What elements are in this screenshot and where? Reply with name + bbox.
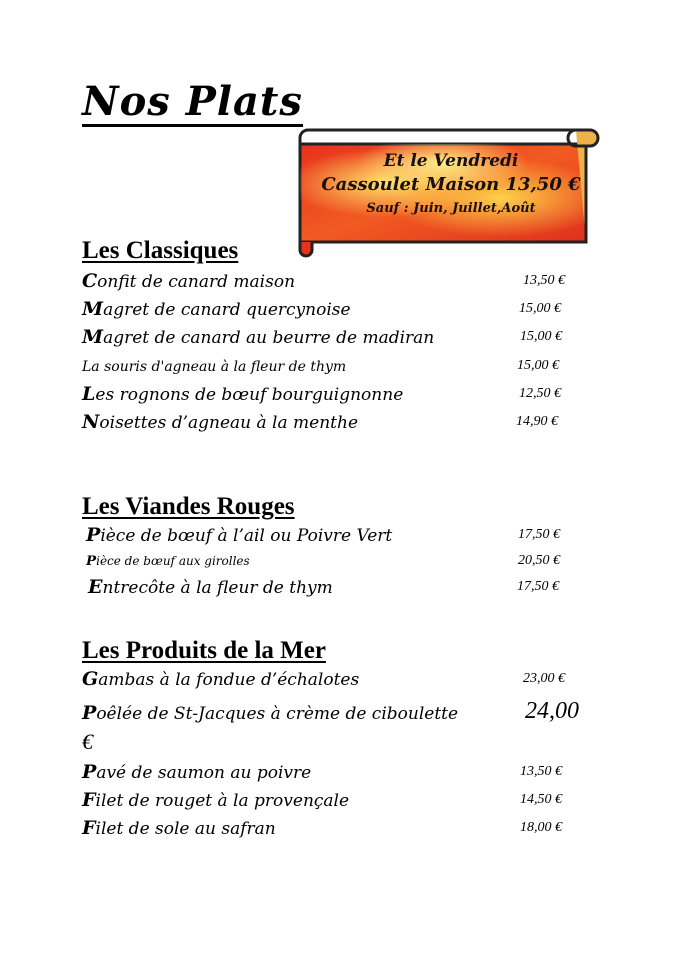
- item-price: 24,00: [525, 698, 579, 724]
- section-title-classiques: Les Classiques: [82, 237, 239, 264]
- banner-line-3: Sauf : Juin, Juillet,Août: [366, 201, 536, 216]
- item-name: Pavé de saumon au poivre: [82, 761, 312, 783]
- item-name: Magret de canard au beurre de madiran: [82, 326, 435, 348]
- item-price: 18,00 €: [520, 820, 562, 835]
- item-name: Entrecôte à la fleur de thym: [88, 576, 333, 598]
- banner-line-1: Et le Vendredi: [383, 151, 519, 171]
- item-price: 12,50 €: [519, 386, 561, 401]
- list-item: [82, 787, 602, 813]
- item-name: Confit de canard maison: [82, 270, 296, 292]
- list-item: [82, 574, 602, 600]
- list-item: [82, 381, 602, 407]
- item-price-wrap: €: [82, 729, 93, 754]
- list-item: [82, 268, 602, 294]
- item-name: Poêlée de St-Jacques à crème de ciboulette: [82, 702, 459, 724]
- item-name: Pièce de bœuf aux girolles: [86, 553, 250, 569]
- item-name: Gambas à la fondue d’échalotes: [82, 668, 360, 690]
- item-price: 13,50 €: [520, 764, 562, 779]
- banner-text: [312, 150, 590, 220]
- item-name: Les rognons de bœuf bourguignonne: [82, 383, 404, 405]
- list-item: [82, 700, 602, 726]
- list-item: [82, 522, 602, 548]
- page-title: Nos Plats: [82, 78, 303, 125]
- banner-line-2: Cassoulet Maison 13,50 €: [321, 174, 581, 195]
- item-price: 14,90 €: [516, 414, 558, 429]
- item-name: Noisettes d’agneau à la menthe: [82, 411, 359, 433]
- list-item: [82, 324, 602, 350]
- section-title-viandes: Les Viandes Rouges: [82, 493, 295, 520]
- item-price: 17,50 €: [518, 527, 560, 542]
- list-item: [82, 548, 602, 574]
- item-price: 23,00 €: [523, 671, 565, 686]
- list-item: [82, 666, 602, 692]
- item-price: 15,00 €: [517, 358, 559, 373]
- list-item: [82, 759, 602, 785]
- item-name: Filet de sole au safran: [82, 817, 276, 839]
- item-name: La souris d'agneau à la fleur de thym: [82, 359, 347, 375]
- item-price: 15,00 €: [520, 329, 562, 344]
- list-item: [82, 815, 602, 841]
- item-price: 17,50 €: [517, 579, 559, 594]
- item-name: Magret de canard quercynoise: [82, 298, 351, 320]
- list-item: [82, 353, 602, 379]
- item-price: 13,50 €: [523, 273, 565, 288]
- list-item: [82, 409, 602, 435]
- item-name: Pièce de bœuf à l’ail ou Poivre Vert: [86, 524, 393, 546]
- item-price: 15,00 €: [519, 301, 561, 316]
- item-price: 14,50 €: [520, 792, 562, 807]
- section-title-mer: Les Produits de la Mer: [82, 637, 326, 664]
- item-price: 20,50 €: [518, 553, 560, 568]
- list-item: [82, 296, 602, 322]
- item-name: Filet de rouget à la provençale: [82, 789, 350, 811]
